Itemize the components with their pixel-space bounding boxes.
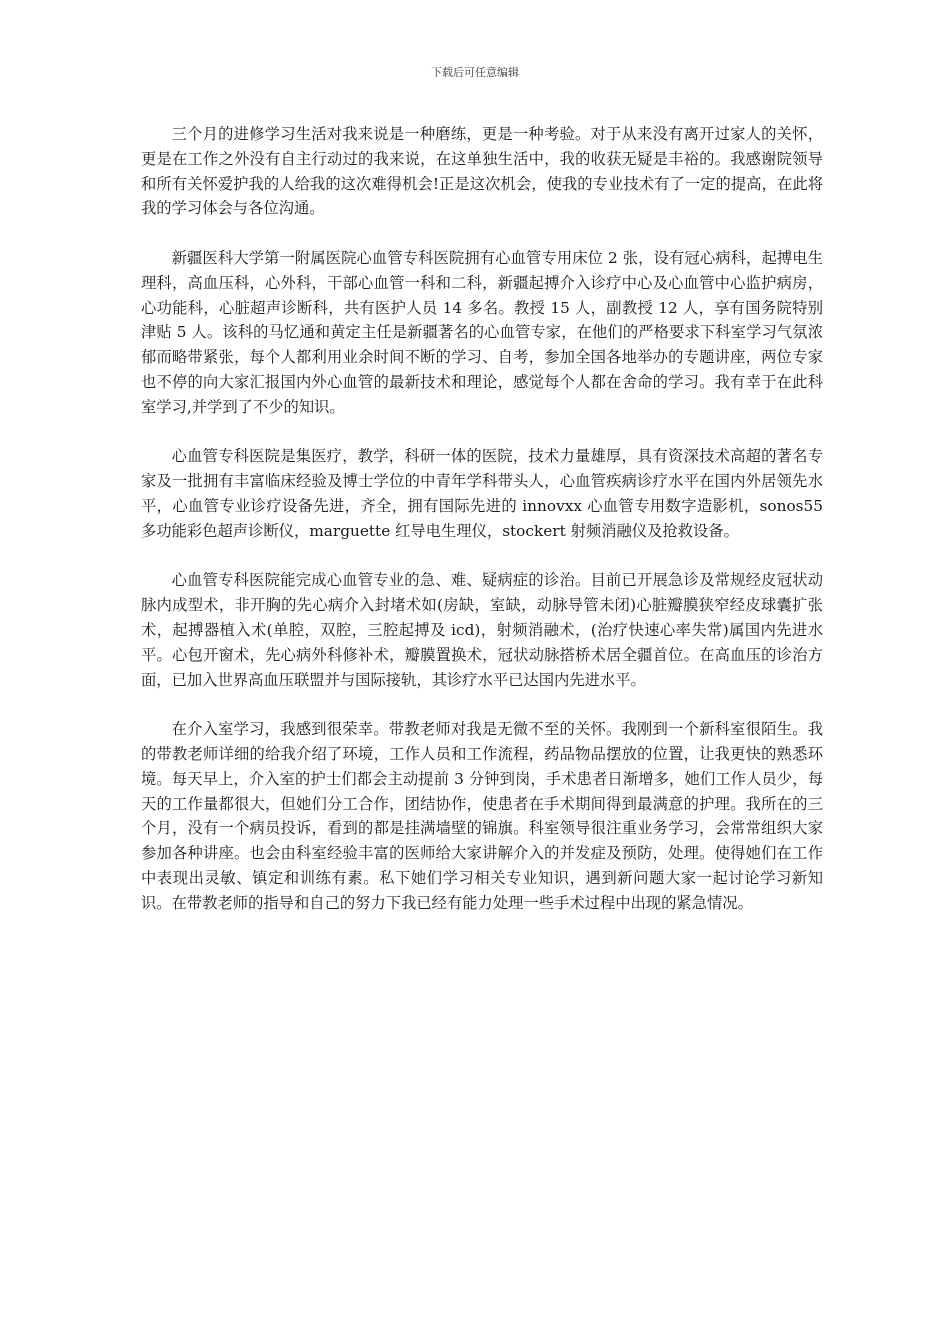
paragraph-1: 三个月的进修学习生活对我来说是一种磨练，更是一种考验。对于从来没有离开过家人的关怀，更是在工作之外没有自主行动过的我来说，在这单独生活中，我的收获无疑是丰裕的。我感谢院领导和所有关怀爱护我的人给我的这次难得机会!正是这次机会，使我的专业技术有了一定的提高，在此将我的学习体会与各位沟通。 [141,125,823,218]
paragraph-3: 心血管专科医院是集医疗，教学，科研一体的医院，技术力量雄厚，具有资深技术高超的著名专家及一批拥有丰富临床经验及博士学位的中青年学科带头人，心血管疾病诊疗水平在国内外居领先水平，心血管专业诊疗设备先进，齐全，拥有国际先进的 innovxx 心血管专用数字造影机，sonos55 多功能彩色超声诊断仪，marguette 红导电生理仪，stockert 射频消融仪及抢救设备。 [141,447,823,540]
document-body [141,122,823,940]
paragraph-2: 新疆医科大学第一附属医院心血管专科医院拥有心血管专用床位 2 张，设有冠心病科，起搏电生理科，高血压科，心外科，干部心血管一科和二科，新疆起搏介入诊疗中心及心血管中心监护病房，心功能科，心脏超声诊断科，共有医护人员 14 多名。教授 15 人，副教授 12 人，享有国务院特别津贴 5 人。该科的马忆通和黄定主任是新疆著名的心血管专家，在他们的严格要求下科室学习气氛浓郁而略带紧张，每个人都利用业余时间不断的学习、自考，参加全国各地举办的专题讲座，两位专家也不停的向大家汇报国内外心血管的最新技术和理论，感觉每个人都在舍命的学习。我有幸于在此科室学习,并学到了不少的知识。 [141,248,823,416]
page-header: 下载后可任意编辑 [431,66,519,79]
paragraph-4: 心血管专科医院能完成心血管专业的急、难、疑病症的诊治。目前已开展急诊及常规经皮冠状动脉内成型术，非开胸的先心病介入封堵术如(房缺，室缺，动脉导管未闭)心脏瓣膜狭窄经皮球囊扩张术，起搏器植入术(单腔，双腔，三腔起搏及 icd)，射频消融术，(治疗快速心率失常)属国内先进水平。心包开窗术，先心病外科修补术，瓣膜置换术，冠状动脉搭桥术居全疆首位。在高血压的诊治方面，已加入世界高血压联盟并与国际接轨，其诊疗水平已达国内先进水平。 [141,571,823,689]
paragraph-5: 在介入室学习，我感到很荣幸。带教老师对我是无微不至的关怀。我刚到一个新科室很陌生。我的带教老师详细的给我介绍了环境，工作人员和工作流程，药品物品摆放的位置，让我更快的熟悉环境。每天早上，介入室的护士们都会主动提前 3 分钟到岗，手术患者日渐增多，她们工作人员少，每天的工作量都很大，但她们分工合作，团结协作，使患者在手术期间得到最满意的护理。我所在的三个月，没有一个病员投诉，看到的都是挂满墙壁的锦旗。科室领导很注重业务学习，会常常组织大家参加各种讲座。也会由科室经验丰富的医师给大家讲解介入的并发症及预防，处理。使得她们在工作中表现出灵敏、镇定和训练有素。私下她们学习相关专业知识，遇到新问题大家一起讨论学习新知识。在带教老师的指导和自己的努力下我已经有能力处理一些手术过程中出现的紧急情况。 [141,720,823,912]
